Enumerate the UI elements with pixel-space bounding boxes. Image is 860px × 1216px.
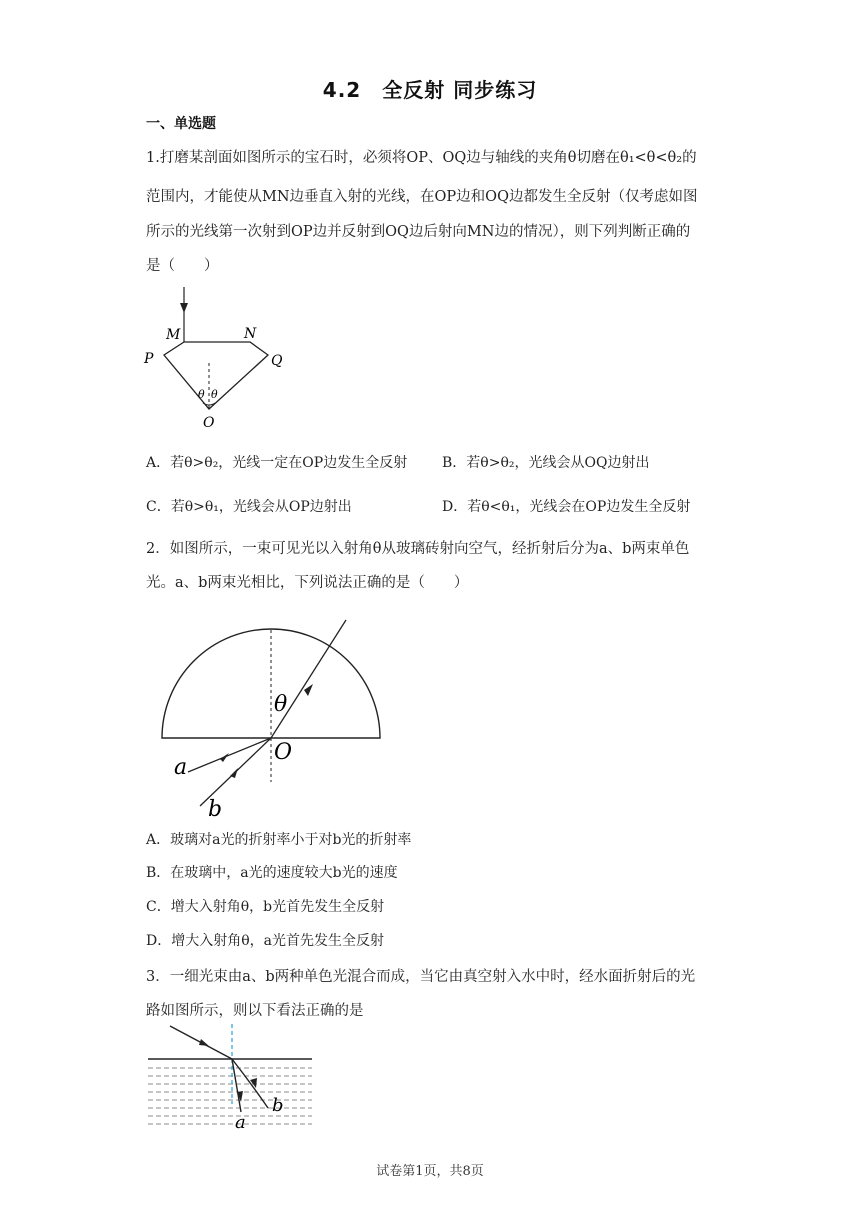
ray-a xyxy=(232,1059,241,1112)
ray-b xyxy=(232,1059,268,1108)
q1-line-2: 范围内，才能使从MN边垂直入射的光线，在OP边和OQ边都发生全反射（仅考虑如图 xyxy=(146,189,698,205)
incident-ray xyxy=(271,620,346,738)
q2-semicircle-figure xyxy=(150,612,400,822)
q2-option-b[interactable]: B．在玻璃中，a光的速度较大b光的速度 xyxy=(146,865,398,881)
q1-line-1: 1.打磨某剖面如图所示的宝石时，必须将OP、OQ边与轴线的夹角θ切磨在θ₁<θ<θ₂的 xyxy=(146,150,697,166)
label-P: P xyxy=(144,351,154,367)
q2-line-1: 2．如图所示，一束可见光以入射角θ从玻璃砖射向空气，经折射后分为a、b两束单色 xyxy=(146,541,690,557)
q1-option-b[interactable]: B．若θ>θ₂，光线会从OQ边射出 xyxy=(442,455,650,471)
label-O: O xyxy=(203,415,215,430)
label-a: a xyxy=(235,1112,246,1130)
incident-arrow xyxy=(304,684,313,696)
section-heading: 一、单选题 xyxy=(146,116,216,132)
label-M: M xyxy=(166,327,181,343)
label-b: b xyxy=(272,1095,284,1116)
q1-option-c[interactable]: C．若θ>θ₁，光线会从OP边射出 xyxy=(146,499,352,515)
q2-option-d[interactable]: D．增大入射角θ，a光首先发生全反射 xyxy=(146,933,384,949)
label-a: a xyxy=(174,755,188,780)
q2-line-2: 光。a、b两束光相比，下列说法正确的是（ ） xyxy=(146,575,469,591)
q3-line-2: 路如图所示，则以下看法正确的是 xyxy=(146,1003,364,1019)
q1-option-a[interactable]: A．若θ>θ₂，光线一定在OP边发生全反射 xyxy=(146,455,408,471)
label-theta-left: θ xyxy=(198,388,205,401)
q3-water-figure xyxy=(146,1022,316,1130)
page-footer: 试卷第1页，共8页 xyxy=(376,1164,484,1179)
q3-line-1: 3．一细光束由a、b两种单色光混合而成，当它由真空射入水中时，经水面折射后的光 xyxy=(146,969,696,985)
label-O: O xyxy=(274,740,293,765)
ray-arrow xyxy=(180,303,188,313)
water-hatching xyxy=(148,1068,312,1124)
ray-a-arrow xyxy=(220,753,229,762)
label-Q: Q xyxy=(271,353,283,369)
label-theta-right: θ xyxy=(211,388,218,401)
page-title: 4.2 全反射 同步练习 xyxy=(322,78,538,102)
label-N: N xyxy=(244,326,257,342)
q1-option-d[interactable]: D．若θ<θ₁，光线会在OP边发生全反射 xyxy=(442,499,691,515)
label-theta: θ xyxy=(274,692,288,717)
q1-line-4: 是（ ） xyxy=(146,258,219,274)
label-b: b xyxy=(208,797,223,822)
q2-option-c[interactable]: C．增大入射角θ，b光首先发生全反射 xyxy=(146,899,385,915)
q1-line-3: 所示的光线第一次射到OP边并反射到OQ边后射向MN边的情况），则下列判断正确的 xyxy=(146,224,691,240)
q2-option-a[interactable]: A．玻璃对a光的折射率小于对b光的折射率 xyxy=(146,832,412,848)
incident-arrow xyxy=(199,1039,209,1046)
q1-gem-figure xyxy=(140,285,300,430)
ray-a xyxy=(188,738,271,772)
